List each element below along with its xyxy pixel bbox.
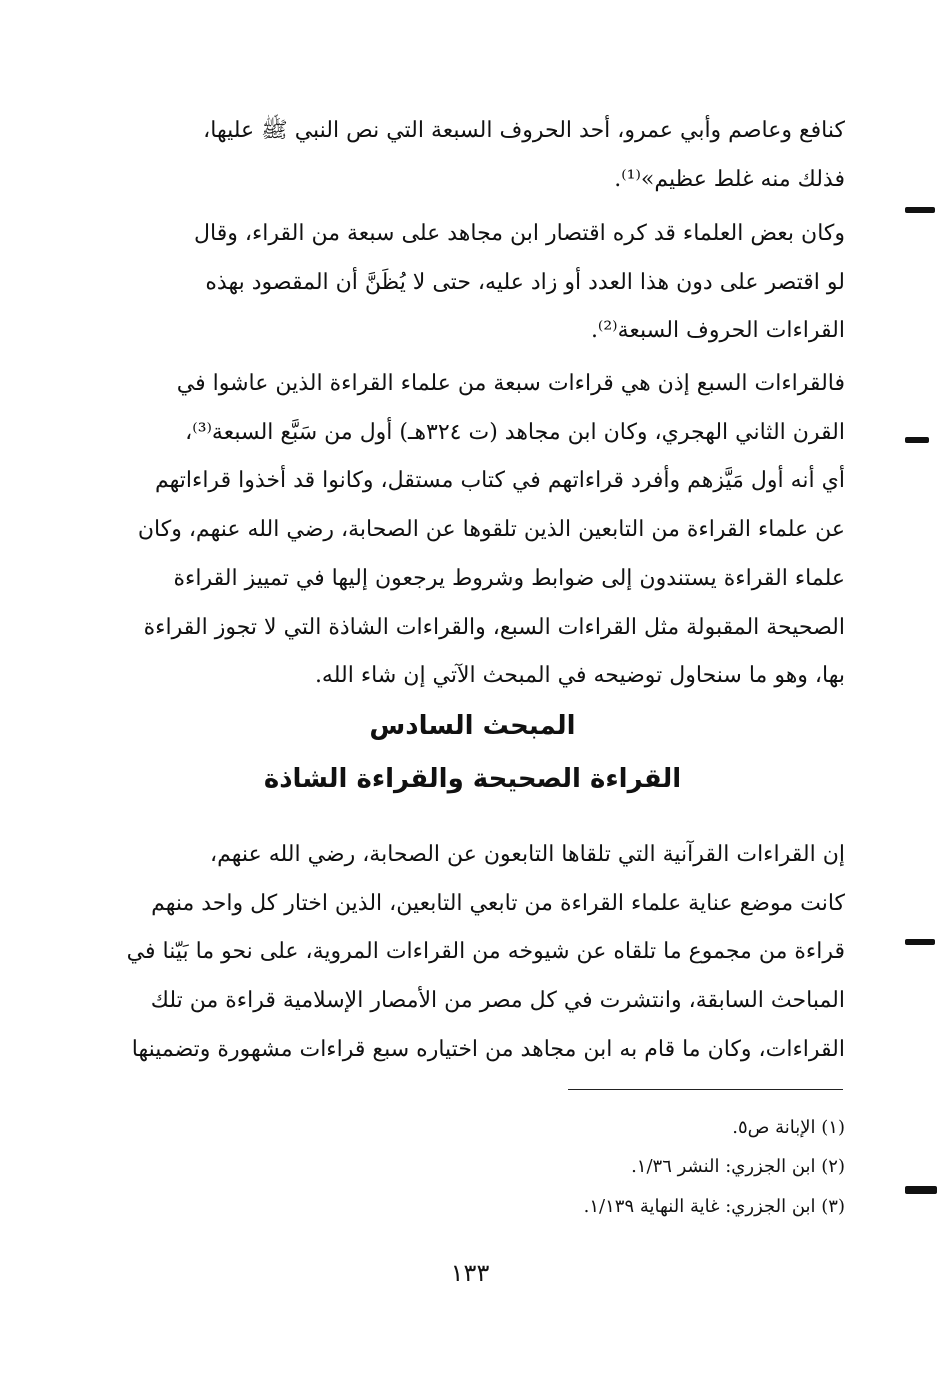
text-line: علماء القراءة يستندون إلى ضوابط وشروط يرجعون إليها في تمييز القراءة (173, 565, 845, 591)
section-title: المبحث السادس (369, 711, 576, 741)
paragraph-section-intro (100, 831, 845, 1075)
footnote-divider (568, 1089, 843, 1090)
text-line: فذلك منه غلط عظيم»⁽¹⁾. (614, 166, 845, 192)
paragraph-continuation (100, 107, 845, 204)
text-line: كانت موضع عناية علماء القراءة من تابعي التابعين، الذين اختار كل واحد منهم (151, 890, 845, 916)
text-line: لو اقتصر على دون هذا العدد أو زاد عليه، حتى لا يُظَنَّ أن المقصود بهذه (205, 269, 845, 295)
footnote: (١) الإبانة ص٥. (732, 1117, 845, 1138)
text-line: فالقراءات السبع إذن هي قراءات سبعة من علماء القراءة الذين عاشوا في (176, 371, 845, 396)
section-subtitle: القراءة الصحيحة والقراءة الشاذة (263, 764, 682, 794)
paragraph-seven-readings (100, 360, 845, 701)
text-line: القراءات، وكان ما قام به ابن مجاهد من اختياره سبع قراءات مشهورة وتضمينها (131, 1036, 845, 1062)
scan-margin-mark (905, 1186, 937, 1194)
text-line: وكان بعض العلماء قد كره اقتصار ابن مجاهد على سبعة من القراء، وقال (194, 221, 845, 246)
scan-margin-mark (905, 939, 935, 945)
text-line: الصحيحة المقبولة مثل القراءات السبع، والقراءات الشاذة التي لا تجوز القراءة (143, 614, 845, 640)
text-line: أي أنه أول مَيَّزهم وأفرد قراءاتهم في كتاب مستقل، وكانوا قد أخذوا قراءاتهم (154, 468, 845, 494)
text-line: بها، وهو ما سنحاول توضيحه في المبحث الآتي إن شاء الله. (314, 663, 845, 689)
text-line: المباحث السابقة، وانتشرت في كل مصر من الأمصار الإسلامية قراءة من تلك (150, 988, 845, 1014)
paragraph-ibn-mujahid-criticism (100, 210, 845, 356)
scan-margin-mark (905, 437, 929, 443)
text-line: القرن الثاني الهجري، وكان ابن مجاهد (ت ٣٢٤هـ) أول من سَبَّع السبعة⁽³⁾، (185, 419, 845, 445)
text-line: كنافع وعاصم وأبي عمرو، أحد الحروف السبعة التي نص النبي ﷺ عليها، (203, 118, 845, 143)
footnote: (٣) ابن الجزري: غاية النهاية ١/١٣٩. (583, 1196, 845, 1217)
footnote: (٢) ابن الجزري: النشر ١/٣٦. (631, 1156, 845, 1177)
page-number: ١٣٣ (450, 1259, 490, 1287)
text-line: القراءات الحروف السبعة⁽²⁾. (590, 318, 845, 344)
text-line: إن القراءات القرآنية التي تلقاها التابعون عن الصحابة، رضي الله عنهم، (210, 842, 845, 867)
scan-margin-mark (905, 207, 935, 213)
text-line: عن علماء القراءة من التابعين الذين تلقوها عن الصحابة، رضي الله عنهم، وكان (137, 517, 845, 543)
text-line: قراءة من مجموع ما تلقاه عن شيوخه من القراءات المروية، على نحو ما بَيّنا في (126, 939, 845, 965)
